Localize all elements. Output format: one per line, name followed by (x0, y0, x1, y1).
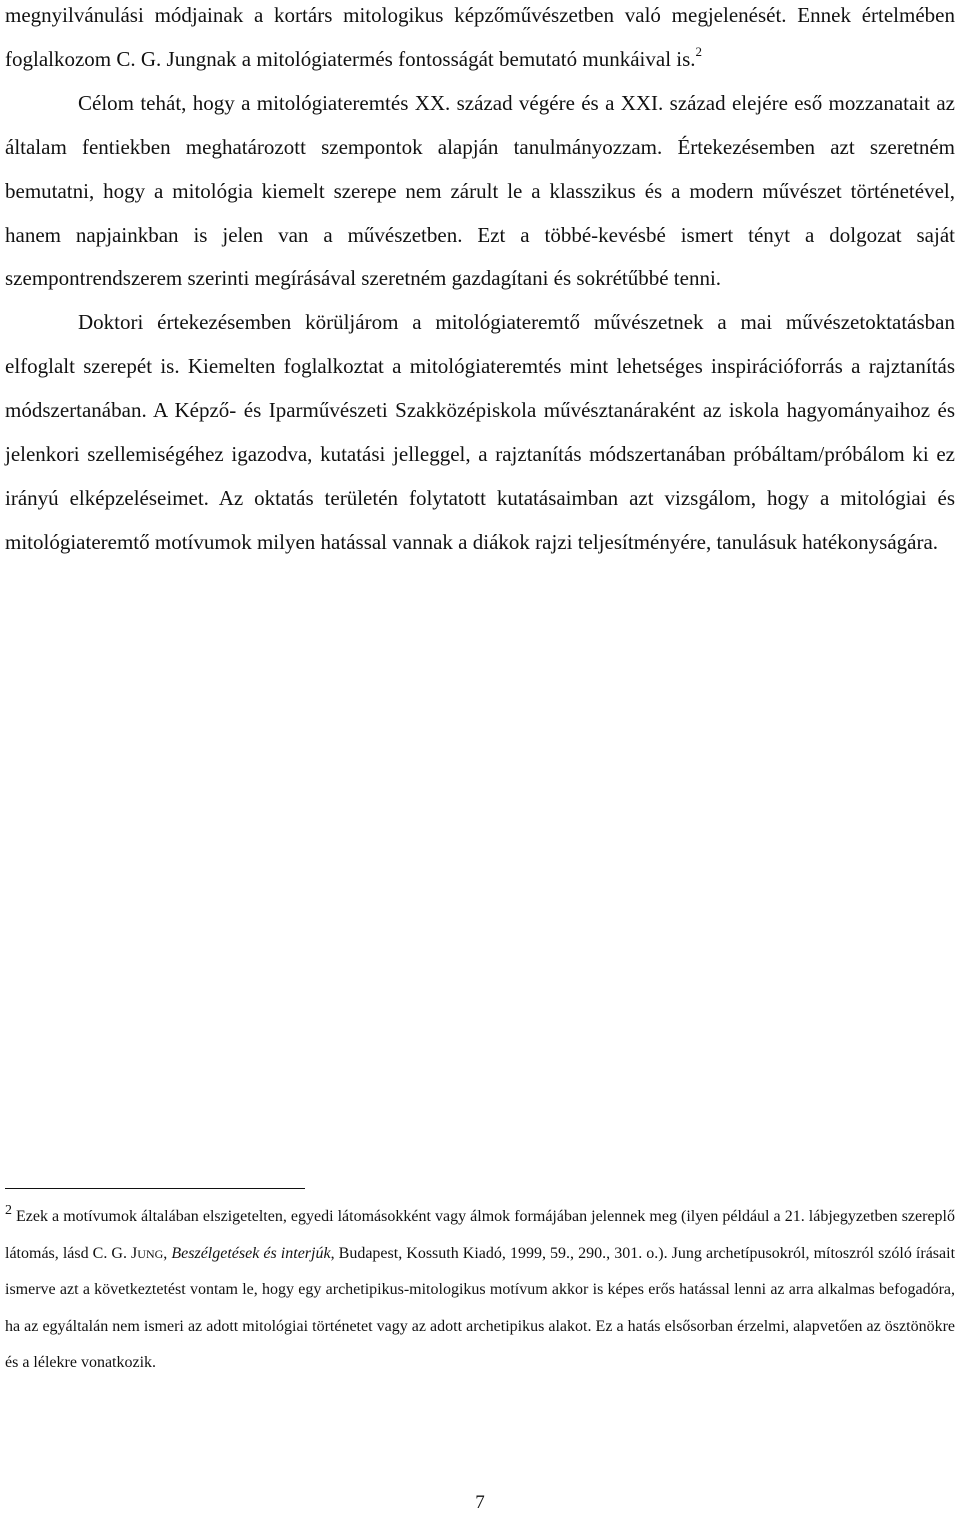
paragraph (5, 0, 955, 82)
footnote-number: 2 (5, 1203, 12, 1218)
page-number: 7 (475, 1492, 485, 1513)
footnote-separator-text: , (163, 1244, 172, 1262)
footnote-text: Ezek a motívumok általában elszigetelten, egyedi látomásokként vagy álmok formájában jelennek meg (ilyen például a 21. lábjegyzetben szereplő látomás, lásd C. G. J (5, 1208, 955, 1262)
footnote-text-continued: , Budapest, Kossuth Kiadó, 1999, 59., 290., 301. o.). Jung archetípusokról, mítoszról szóló írásait ismerve azt a következtetést vontam le, hogy egy archetipikus-mitologikus motívum akkor is képes erős hatással lenni az arra alkalmas befogadóra, ha az egyáltalán nem ismeri az adott mitológiai történetet vagy az adott archetipikus alakot. Ez a hatás elsősorban érzelmi, alapvetően az ösztönökre és a lélekre vonatkozik. (5, 1244, 956, 1371)
main-text (5, 0, 955, 565)
paragraph: Célom tehát, hogy a mitológiateremtés XX. század végére és a XXI. század elejére eső mozzanatait az általam fentiekben meghatározott szempontok alapján tanulmányozzam. Értekezésemben azt szeretném bemutatni, hogy a mitológia kiemelt szerepe nem zárult le a klasszikus és a modern művészet történetével, hanem napjainkban is jelen van a művészetben. Ezt a többé-kevésbé ismert tényt a dolgozat saját szempontrendszerem szerinti megírásával szeretném gazdagítani és sokrétűbbé tenni. (5, 90, 955, 291)
footnote-book-title: Beszélgetések és interjúk (171, 1244, 331, 1262)
footnote (5, 1199, 955, 1382)
footnote-separator (5, 1188, 305, 1189)
footnote-paragraph (5, 1199, 955, 1382)
paragraph: Doktori értekezésemben körüljárom a mitológiateremtő művészetnek a mai művészetoktatásban elfoglalt szerepét is. Kiemelten foglalkoztat a mitológiateremtés mint lehetséges inspirációforrás a rajztanítás módszertanában. A Képző- és Iparművészeti Szakközépiskola művésztanáraként az iskola hagyományaihoz és jelenkori szellemiségéhez igazodva, kutatási jelleggel, a rajztanítás módszertanában próbáltam/próbálom ki ez irányú elképzeléseimet. Az oktatás területén folytatott kutatásaimban azt vizsgálom, hogy a mitológiai és mitológiateremtő motívumok milyen hatással vannak a diákok rajzi teljesítményére, tanulásuk hatékonyságára. (5, 310, 955, 554)
paragraph-text: megnyilvánulási módjainak a kortárs mitologikus képzőművészetben való megjelenését. Ennek értelmében foglalkozom C. G. Jungnak a mitológiatermés fontosságát bemutató munkáival is. (5, 3, 955, 71)
footnote-author: UNG (137, 1246, 164, 1261)
footnote-reference[interactable]: 2 (695, 43, 703, 59)
